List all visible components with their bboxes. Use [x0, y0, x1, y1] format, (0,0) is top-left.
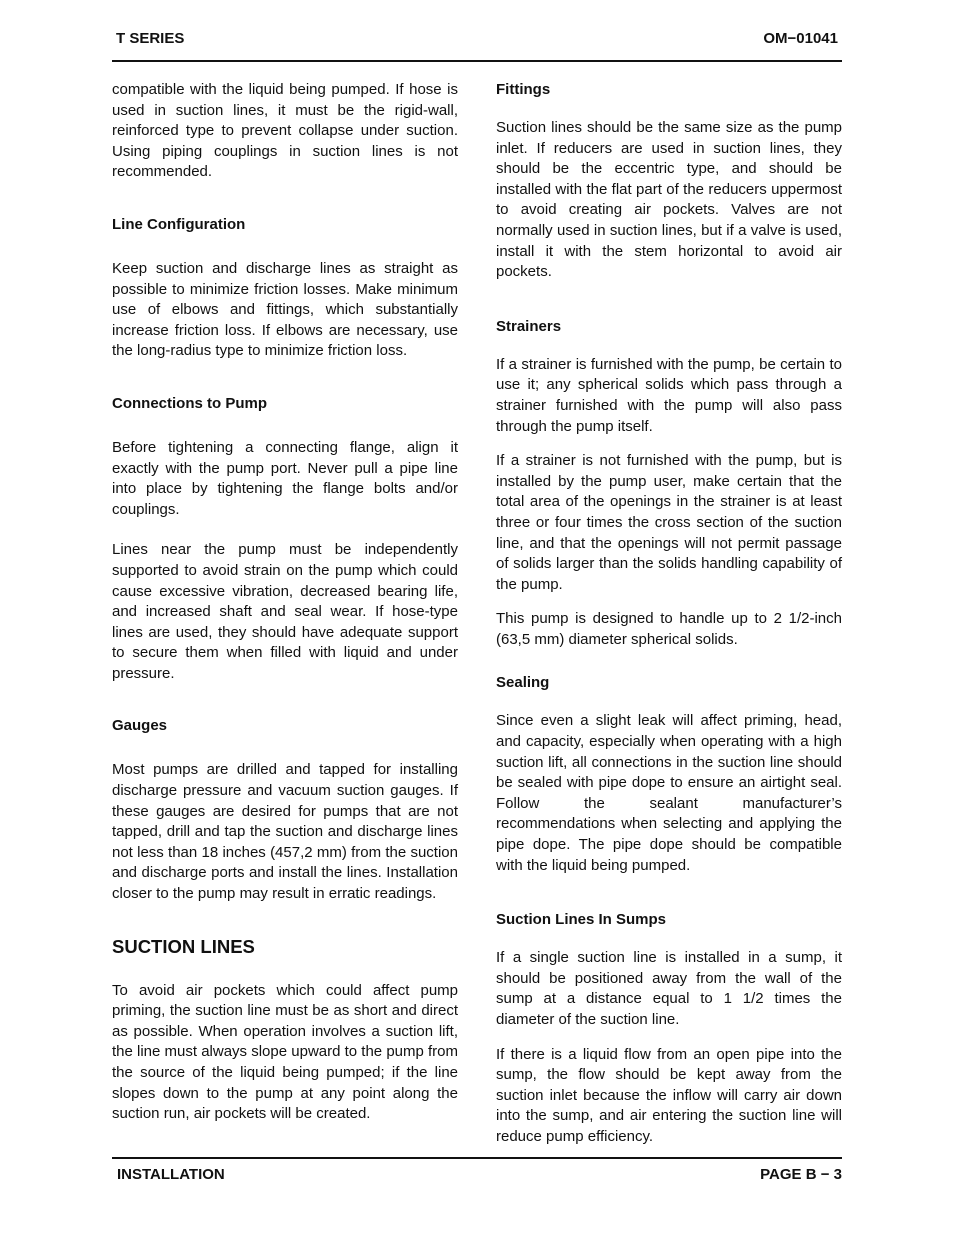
heading-sealing: Sealing: [496, 674, 550, 692]
paragraph-intro: compatible with the liquid being pumped. If hose is used in suction lines, it must be the rigid-wall, reinforced type to prevent collapse under suction. Using piping couplings in suction lines is not recommended.: [112, 81, 458, 181]
paragraph-connections-2: Lines near the pump must be independently supported to avoid strain on the pump which could cause excessive vibration, decreased bearing life, and increased shaft and seal wear. If hose-type lines are used, they should have adequate support to secure them when filled with liquid and under pressure.: [112, 541, 458, 682]
paragraph-strainers-3: This pump is designed to handle up to 2 1/2-inch (63,5 mm) diameter spherical solids.: [496, 610, 842, 648]
left-column: [112, 80, 458, 1125]
paragraph-fittings: Suction lines should be the same size as the pump inlet. If reducers are used in suction lines, they should be the eccentric type, and should be installed with the flat part of the reducers uppermost to avoid creating air pockets. Valves are not normally used in suction lines, but if a valve is used, install it with the stem horizontal to avoid air pockets.: [496, 119, 842, 281]
page-header: [112, 28, 842, 62]
paragraph-gauges: Most pumps are drilled and tapped for installing discharge pressure and vacuum suction gauges. If these gauges are desired for pumps that are not tapped, drill and tap the suction and discharge lines not less than 18 inches (457,2 mm) from the suction and discharge ports and install the lines. Installation closer to the pump may result in erratic readings.: [112, 761, 458, 903]
page-footer: [112, 1157, 842, 1191]
heading-strainers: Strainers: [496, 317, 562, 335]
header-series: T SERIES: [116, 30, 185, 47]
paragraph-sealing: Since even a slight leak will affect priming, head, and capacity, especially when operating with a high suction lift, all connections in the suction line should be sealed with pipe dope to ensure an airtight seal. Follow the sealant manufacturer’s recommendations when selecting and applying the pipe dope. The pipe dope should be compatible with the liquid being pumped.: [496, 712, 842, 874]
heading-fittings: Fittings: [496, 81, 551, 98]
heading-gauges: Gauges: [112, 717, 168, 735]
paragraph-connections-1: Before tightening a connecting flange, align it exactly with the pump port. Never pull a pipe line into place by tightening the flange bolts and/or couplings.: [112, 438, 458, 518]
paragraph-sumps-2: If there is a liquid flow from an open pipe into the sump, the flow should be kept away from the suction inlet because the inflow will carry air down into the sump, and air entering the suction line will reduce pump efficiency.: [496, 1045, 842, 1145]
paragraph-suction-lines: To avoid air pockets which could affect pump priming, the suction line must be as short and direct as possible. When operation involves a suction lift, the line must always slope upward to the pump from the source of the liquid being pumped; if the line slopes down to the pump at any point along the suction run, air pockets will be created.: [112, 981, 459, 1123]
heading-suction-lines: SUCTION LINES: [112, 935, 255, 957]
paragraph-sumps-1: If a single suction line is installed in a sump, it should be positioned away from the wall of the sump at a distance equal to 1 1/2 times the diameter of the suction line.: [496, 949, 842, 1028]
paragraph-line-configuration: Keep suction and discharge lines as straight as possible to minimize friction losses. Make minimum use of elbows and fittings, which substantially increase friction loss. If elbows are necessary, use the long-radius type to minimize friction loss.: [112, 259, 458, 360]
heading-suction-lines-in-sumps: Suction Lines In Sumps: [496, 911, 667, 929]
right-column: [496, 80, 842, 1148]
heading-connections-to-pump: Connections to Pump: [112, 394, 267, 412]
paragraph-strainers-2: If a strainer is not furnished with the pump, but is installed by the pump user, make certain that the total area of the openings in the strainer is at least three or four times the cross section of the suction line, and that the openings will not permit passage of solids larger than the solids handling capability of the pump.: [496, 452, 842, 593]
footer-section: INSTALLATION: [117, 1166, 225, 1183]
heading-line-configuration: Line Configuration: [112, 215, 246, 233]
footer-page-number: PAGE B − 3: [760, 1166, 842, 1183]
paragraph-strainers-1: If a strainer is furnished with the pump, be certain to use it; any spherical solids which pass through a strainer furnished with the pump will also pass through the pump itself.: [496, 355, 842, 435]
header-doc-number: OM−01041: [763, 30, 838, 47]
